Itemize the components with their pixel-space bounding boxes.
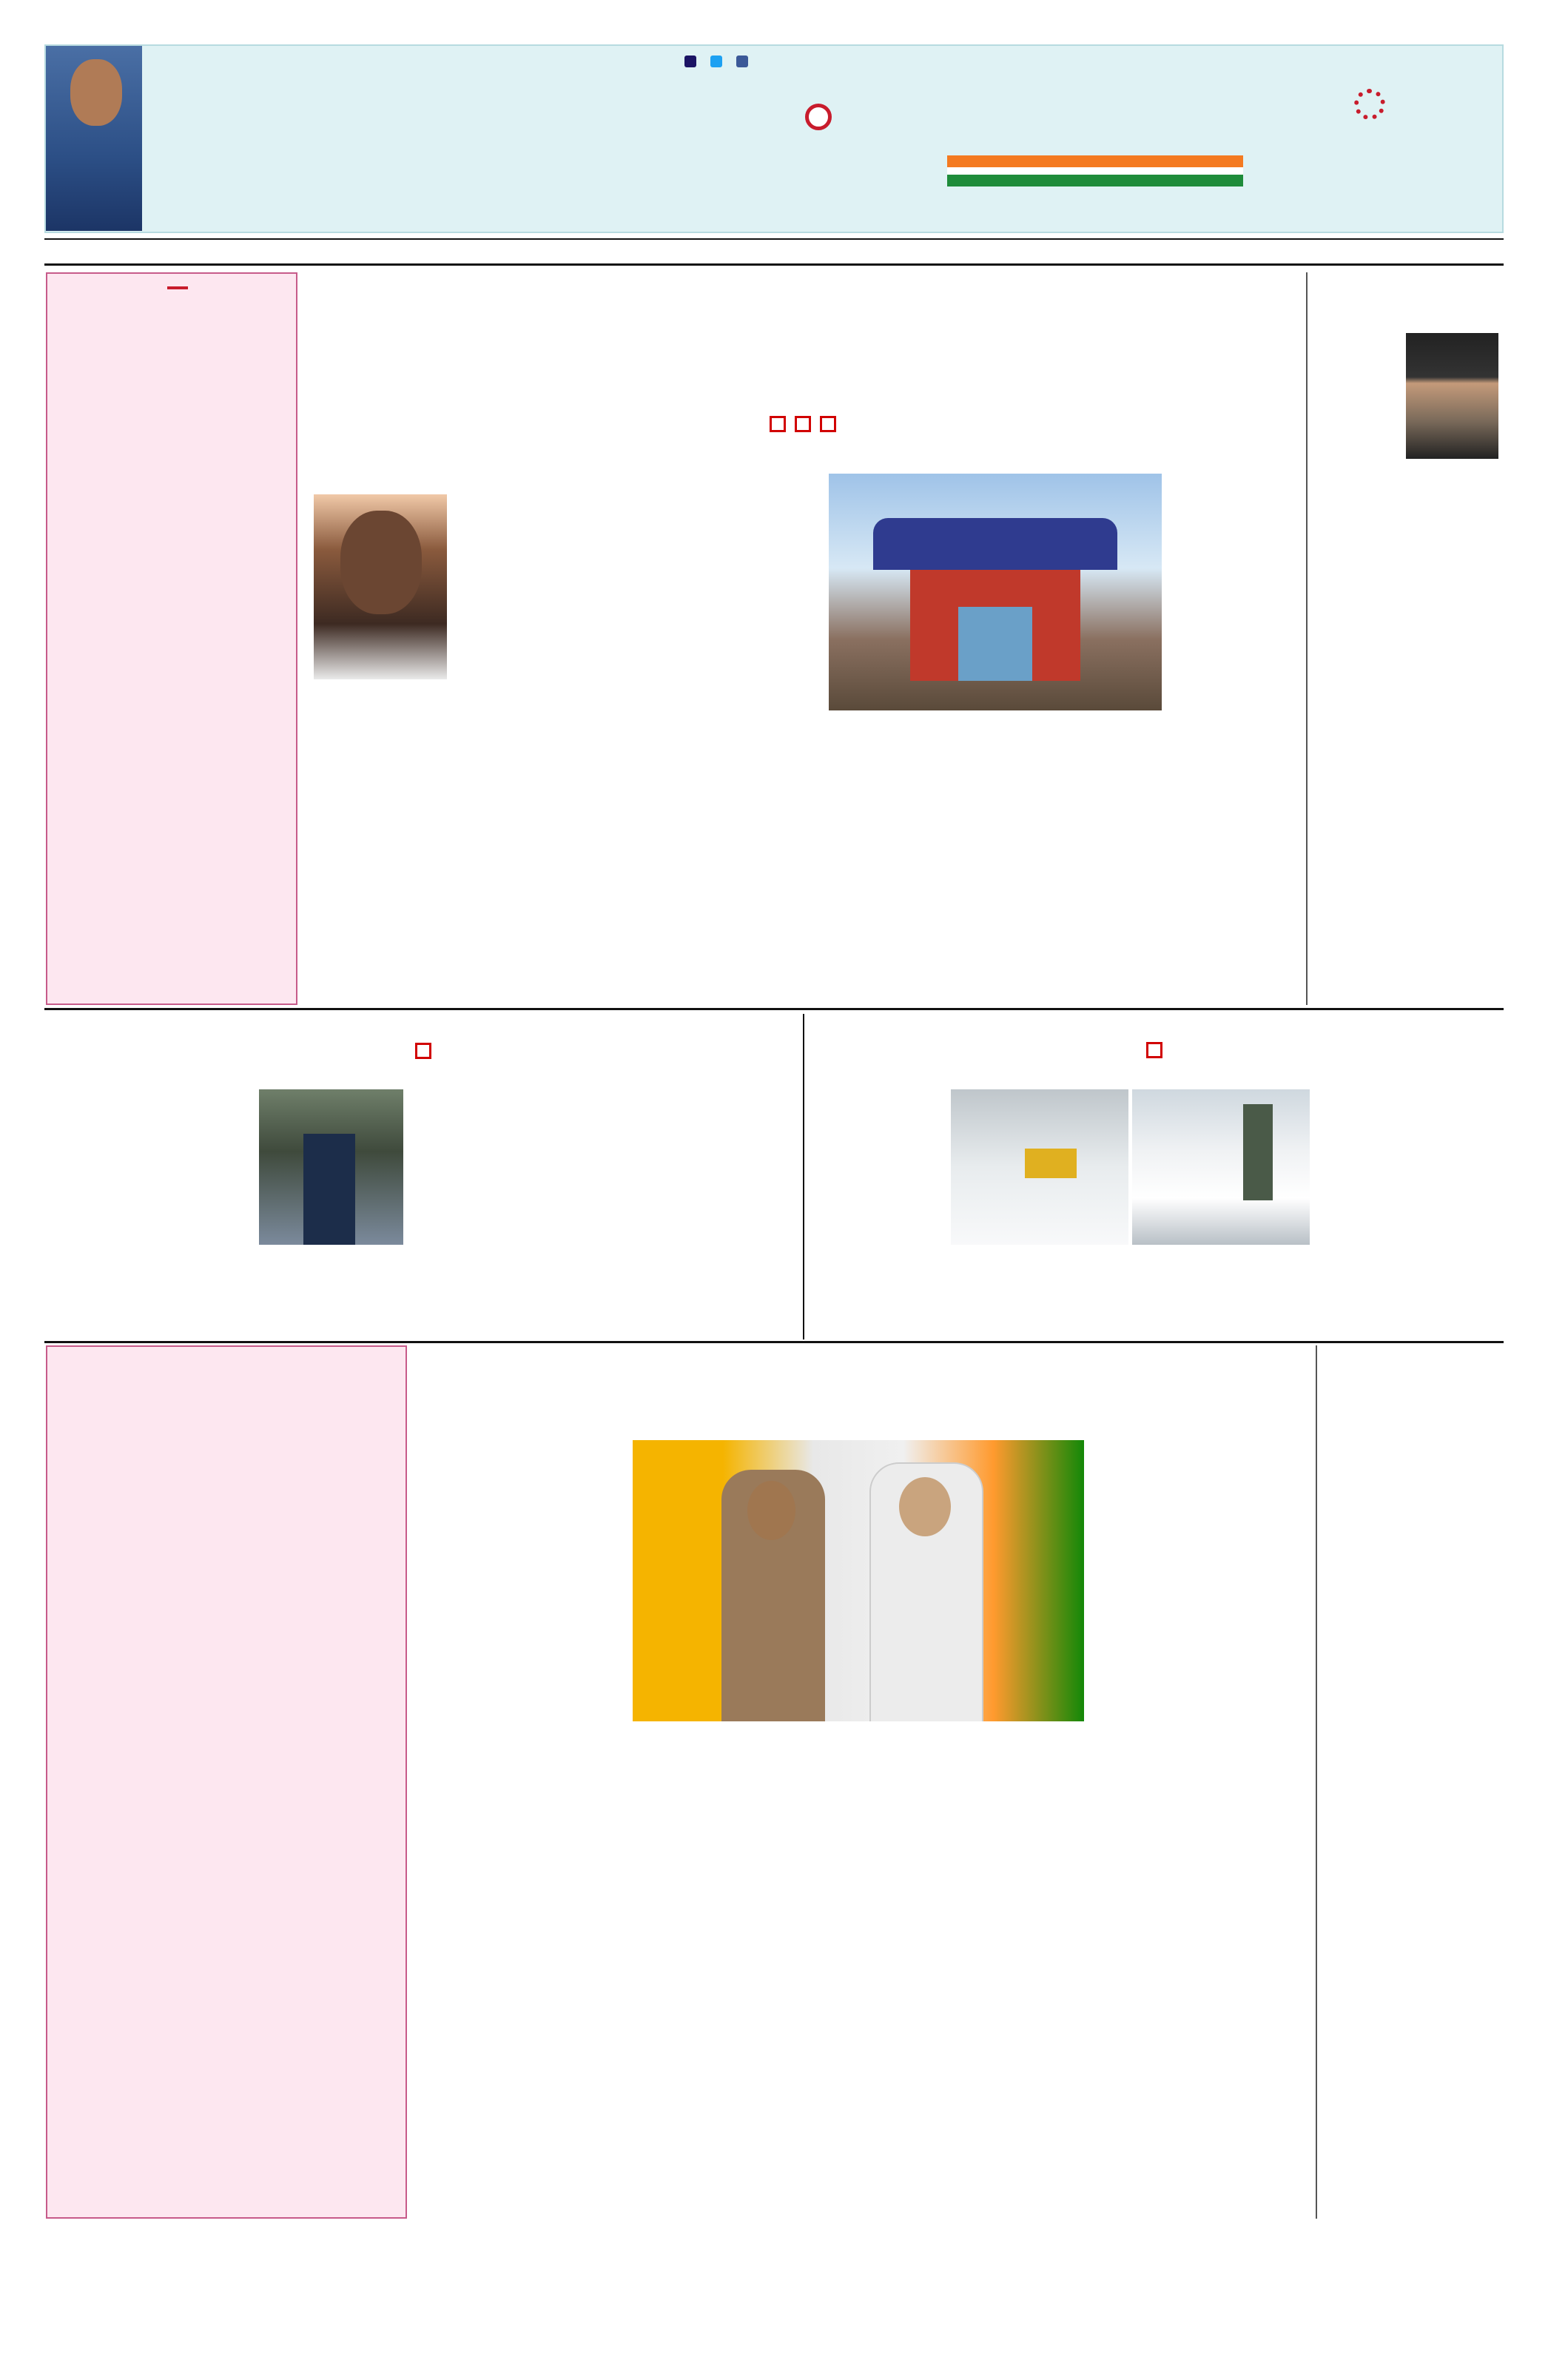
bhutan-body-2 xyxy=(414,1440,625,1721)
logo-chakra-icon xyxy=(805,104,832,130)
sikkim-body-2 xyxy=(951,1251,1310,1336)
photo-king-face xyxy=(747,1481,795,1540)
flag-band-saffron xyxy=(947,155,1243,167)
bullet-icon xyxy=(770,416,786,432)
sikkim-headline xyxy=(807,1011,1502,1085)
bhutan-headline xyxy=(414,1344,1310,1433)
bullet-icon xyxy=(415,1043,431,1059)
bullet-icon xyxy=(1146,1042,1162,1058)
flower-icon xyxy=(1354,89,1385,120)
hooghly-body-1 xyxy=(607,1114,795,1336)
lead-col-left-2 xyxy=(314,685,725,999)
iran-body-2 xyxy=(1313,466,1498,999)
hooghly-body-3 xyxy=(46,1089,253,1336)
bullet-icon xyxy=(795,416,811,432)
brief-body-2 xyxy=(53,799,290,999)
avalanche-photo-1 xyxy=(1132,1089,1310,1245)
brief-title xyxy=(104,278,252,292)
bhutan-body-5 xyxy=(640,1728,858,2209)
arunachal-gate-photo xyxy=(829,474,1162,710)
ramnavami-body-1 xyxy=(53,1443,220,2213)
paper-logo xyxy=(503,46,918,238)
divider xyxy=(803,1014,804,1339)
lead-col-bottom-3 xyxy=(1117,716,1295,999)
iran-body-1 xyxy=(1313,406,1402,465)
lead-col-right-1 xyxy=(1169,503,1295,710)
flag-band-green xyxy=(947,175,1243,186)
divider xyxy=(44,1008,1504,1010)
gate-opening xyxy=(958,607,1032,681)
photo-officer xyxy=(303,1134,355,1245)
teaser-face xyxy=(70,59,122,126)
lead-col-mid-1 xyxy=(733,474,825,710)
lead-col-bottom-2 xyxy=(925,716,1103,999)
sikkim-body-1 xyxy=(1317,1114,1502,1336)
sasaram-body xyxy=(1323,1431,1501,2212)
divider xyxy=(44,1341,1504,1343)
gate-roof xyxy=(873,518,1117,570)
flag-band-white xyxy=(947,167,1243,175)
brief-title-text xyxy=(167,286,188,289)
hooghly-body-4 xyxy=(259,1251,403,1336)
photo-tree xyxy=(1243,1104,1273,1200)
bullet-icon xyxy=(820,416,836,432)
photo-pm-face xyxy=(899,1477,951,1536)
bhutan-body-4 xyxy=(866,1728,1084,2209)
brief-body-1 xyxy=(53,363,290,762)
bhutan-meeting-photo xyxy=(633,1440,1084,1721)
leader-face xyxy=(340,511,422,614)
bhutan-body-1 xyxy=(1091,1465,1306,1724)
sikkim-body-3 xyxy=(810,1114,943,1336)
iran-president-photo xyxy=(1406,333,1498,459)
ramnavami-body-2 xyxy=(229,1443,401,2213)
hooghly-body-2 xyxy=(411,1089,599,1336)
divider xyxy=(44,263,1504,266)
bhutan-body-6 xyxy=(414,1728,633,2209)
lead-subheads xyxy=(311,411,1295,434)
lead-col-left-1 xyxy=(454,494,725,679)
lead-col-bottom-1 xyxy=(733,716,910,999)
hooghly-headline xyxy=(46,1011,801,1085)
divider xyxy=(44,238,1504,240)
police-crowd-photo xyxy=(259,1089,403,1245)
photo-bulldozer xyxy=(1025,1149,1077,1178)
avalanche-photo-2 xyxy=(951,1089,1128,1245)
bhutan-body-3 xyxy=(1091,1728,1306,2209)
lead-headline xyxy=(311,274,1295,377)
